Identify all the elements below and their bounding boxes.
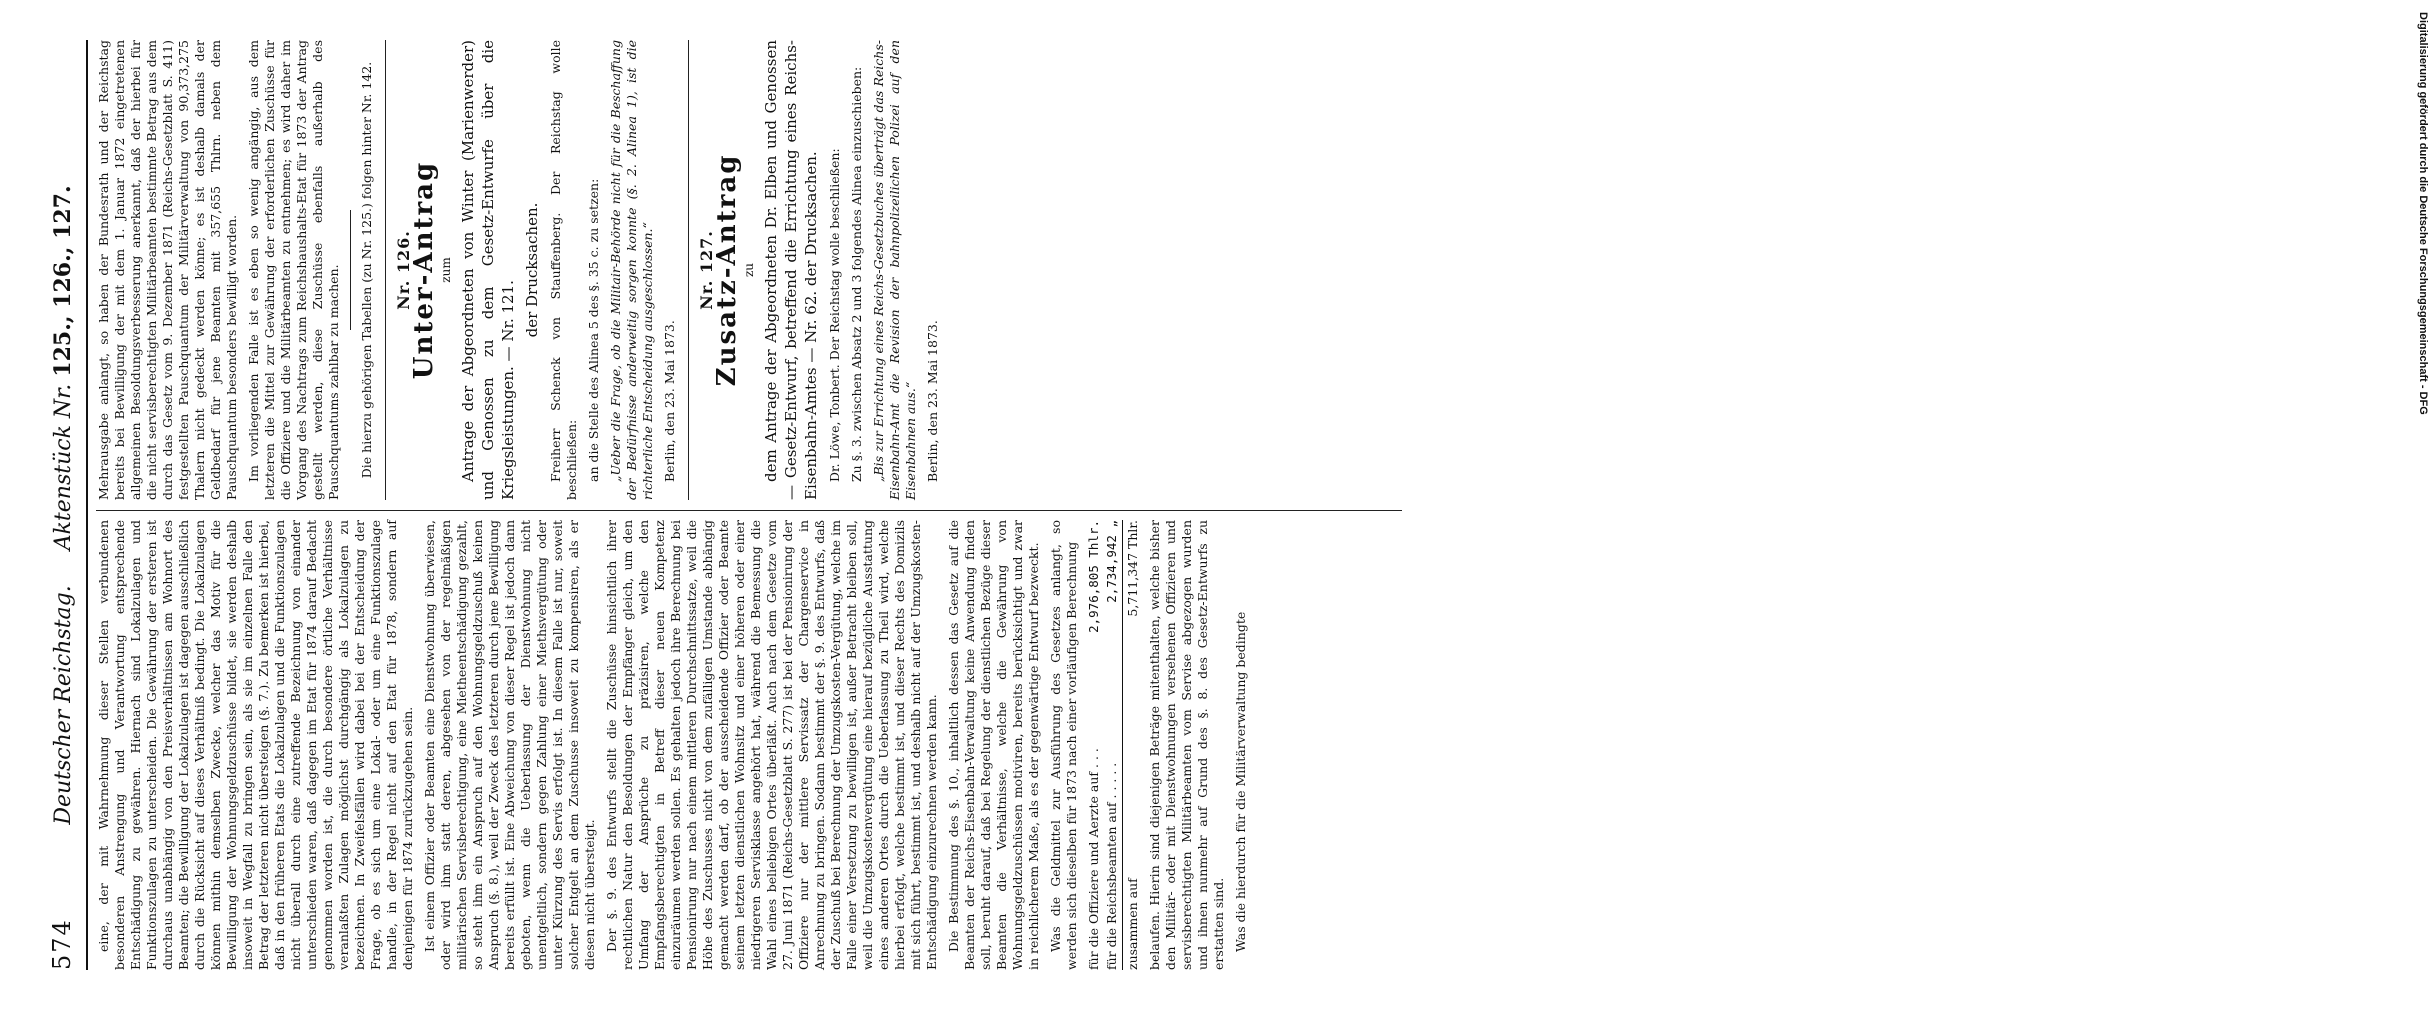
section-body-126: Antrage der Abgeordneten von Winter (Marienwerder) und Genossen zu dem Gesetz-Entwurfe über die Kriegsleistungen. — Nr. 121.	[459, 40, 517, 500]
quote-127: „Bis zur Errichtung eines Reichs-Gesetzbuches überträgt das Reichs-Eisenbahn-Amt die Revision der bahnpolizeilichen Polizei auf den Eisenbahnen aus.“	[871, 40, 918, 500]
paragraph: Was die hierdurch für die Militärverwaltung bedingte	[1233, 611, 1248, 952]
section-heading-127: Zusatz-Antrag	[712, 153, 742, 387]
paragraph: Was die Geldmittel zur Ausführung des Gesetzes anlangt, so werden sich dieselben für 1873 nach einer vorläufigen Berechnung	[1048, 520, 1079, 970]
paragraph: Der §. 9. des Entwurfs stellt die Zuschüsse hinsichtlich ihrer rechtlichen Natur den Besoldungen der Empfänger gleich, um den Umfang der Ansprüche zu präzisiren, welche den Empfangsberechtigten in Betreff dieser neuen Kompetenz einzuräumen werden sollen. Es gehalten jedoch ihre Berechnung bei Pensionirung nur nach einem mittleren Durchschnittssatze, weil die Höhe des Zuschusses nicht von dem zufälligen Umstande abhängig gemacht werden darf, ob der ausscheidende Offizier oder Beamte seinem letzten dienstlichen Wohnsitz und einer höheren oder einer niedrigeren Servisklasse angehört hat, während die Bemessung die Wahl eines beliebigen Ortes überläßt. Auch nach dem Gesetze vom 27. Juni 1871 (Reichs-Gesetzblatt S. 277) ist bei der Pensionirung der Offiziere nur der mittlere Servissatz der Chargenservice in Anrechnung zu bringen. Sodann bestimmt der §. 9. des Entwurfs, daß der Zuschuß bei Berechnung der Umzugskosten-Vergütung, welche im Falle einer Versetzung zu bewilligen ist, außer Betracht bleiben soll, weil die Umzugskostenvergütung eine hierauf bezügliche Ausstattung eines anderen Ortes durch die Ueberlassung zu Theil wird, welche hierbei erfolgt, welche bestimmt ist, und dieser Rechts des Domizils mit sich führt, bestimmt ist, und deshalb nicht auf der Umzugskosten-Entschädigung einzurechnen werden kann.	[604, 520, 939, 970]
section-number-126: Nr. 126.	[394, 230, 413, 310]
sum-total-label: zusammen auf	[1125, 878, 1140, 970]
instruction-126: an die Stelle des Alinea 5 des §. 35 c. zu setzen:	[586, 178, 601, 482]
paragraph: Ist einem Offizier oder Beamten eine Dienstwohnung überwiesen, oder wird ihm statt deren, abgesehen von der regelmäßigen militärischen Servisberechtigung, eine Mietheentschädigung gezahlt, so steht ihm ein Anspruch auf den Wohnungsgeldzuschuß keinen Anspruch (§. 8.), weil der Zweck des letzteren durch jene Bewilligung bereits erfüllt ist. Eine Abweichung von dieser Regel ist jedoch dann geboten, wenn die Ueberlassung der Dienstwohnung nicht unentgeltlich, sondern gegen Zahlung einer Miethsvergütung oder unter Kürzung des Servis erfolgt ist. In diesem Falle ist nur, soweit solcher Entgelt an dem Zuschusse insoweit zu kompensiren, als er diesen nicht übersteigt.	[422, 520, 597, 970]
dateline-126: Berlin, den 23. Mai 1873.	[662, 320, 677, 482]
paragraph: Mehrausgabe anlangt, so haben der Bundesrath und der Reichstag bereits bei Bewilligung der mit dem 1. Januar 1872 eingetretenen allgemeinen Besoldungsverbesserung anerkannt, daß der hierbei für die nicht servisberechtigten Militärbeamten bestimmte Betrag aus dem durch das Gesetz vom 9. Dezember 1871 (Reichs-Gesetzblatt S. 411) festgestellten Pauschquantum der Militärverwaltung von 90,373,275 Thalern nicht gedeckt werden könne; es ist deshalb damals der Geldbedarf für jene Beamten mit 357,655 Thlrn. neben dem Pauschquantum besonders bewilligt worden.	[96, 40, 239, 500]
mover-126: Freiherr Schenck von Stauffenberg. Der Reichstag wolle beschließen:	[548, 40, 579, 500]
tables-note: Die hierzu gehörigen Tabellen (zu Nr. 125.) folgen hinter Nr. 142.	[359, 61, 374, 479]
sum-row	[1104, 520, 1120, 970]
sum-label: für die Reichsbeamten auf . . . . .	[1104, 762, 1119, 970]
paragraph: eine, der mit Wahrnehmung dieser Stellen verbundenen besonderen Anstrengung und Verantwortung entsprechende Entschädigung zu gewähren. Hiernach sind Lokalzulagen und Funktionszulagen zu unterscheiden. Die Gewährung der ersteren ist durchaus unabhängig von den Preisverhältnissen am Wohnort des Beamten; die Bewilligung der Lokalzulagen ist dagegen ausschließlich durch die Rücksicht auf dieses Verhältniß bedingt. Die Lokalzulagen können mithin demselben Zwecke, welcher das Motiv für die Bewilligung der Wohnungsgeldzuschüsse bildet, sie werden deshalb insoweit in Wegfall zu bringen sein, als sie im einzelnen Falle den Betrag der letzteren nicht übersteigen (§. 7.). Zu bemerken ist hierbei, daß in den früheren Etats die Lokalzulagen und die Funktionszulagen nicht überall durch eine zutreffende Bezeichnung von einander unterschieden waren, daß dagegen im Etat für 1874 darauf Bedacht genommen worden ist, die durch besondere örtliche Verhältnisse veranlaßten Zulagen möglichst durchgängig als Lokalzulagen zu bezeichnen. In Zweifelsfällen wird dabei bei der Entscheidung der Frage, ob es sich um eine Lokal- oder um eine Funktionszulage handle, in der Regel nicht auf den Etat für 1878, sondern auf denjenigen für 1874 zurückzugehen sein.	[96, 520, 415, 970]
sum-total-row	[1122, 520, 1141, 970]
page-number: 574	[48, 918, 76, 970]
running-header	[48, 40, 78, 970]
section-closing-126: der Drucksachen.	[523, 202, 541, 338]
section-zu: zu	[742, 262, 756, 278]
left-column	[96, 520, 1402, 970]
sum-row	[1086, 520, 1102, 970]
section-rule	[688, 40, 689, 500]
dateline-127: Berlin, den 23. Mai 1873.	[925, 320, 940, 482]
header-middle: Aktenstück Nr.	[51, 383, 76, 551]
paragraph: Die Bestimmung des §. 10., inhaltlich dessen das Gesetz auf die Beamten der Reichs-Eisenbahn-Verwaltung keine Anwendung finden soll, beruht darauf, daß bei Regelung der dienstlichen Bezüge dieser Beamten die Verhältnisse, welche die Gewährung von Wohnungsgeldzuschüssen motiviren, bereits berücksichtigt und zwar in reichlicherem Maße, als es der gegenwärtige Entwurf bezweckt.	[946, 520, 1041, 970]
sum-total-value: 5,711,347 Thlr.	[1125, 520, 1140, 617]
section-heading-126: Unter-Antrag	[409, 160, 439, 380]
section-zum: zum	[439, 257, 453, 283]
sum-value: 2,976,805 Thlr.	[1086, 520, 1101, 633]
sum-value: 2,734,942 „	[1104, 520, 1119, 603]
digitization-credit-text: Digitalisierung gefördert durch die Deutsche Forschungsgemeinschaft - DFG	[2417, 12, 2429, 415]
paragraph: Im vorliegenden Falle ist es eben so wenig angängig, aus dem letzteren die Mittel zur Gewährung der erforderlichen Zuschüsse für die Offiziere und die Militärbeamten zu entnehmen; es wird daher im Vorgang des Nachtrags zum Reichshaushalts-Etat für 1873 der Antrag gestellt werden, diese Zuschüsse ebenfalls außerhalb des Pauschquantums zahlbar zu machen.	[246, 40, 341, 500]
section-rule	[385, 40, 386, 500]
right-column	[96, 40, 1402, 500]
header-numbers: 125., 126., 127.	[50, 185, 76, 377]
mover-127: Dr. Löwe, Tonbert. Der Reichstag wolle beschließen:	[827, 148, 842, 482]
paragraph: belaufen. Hierin sind diejenigen Beträge mitenthalten, welche bisher den Militär- oder mit Dienstwohnungen versehenen Offizieren und servisberechtigten Militärbeamten vom Servise abgezogen wurden und ihnen nunmehr auf Grund des §. 8. des Gesetz-Entwurfs zu erstatten sind.	[1147, 520, 1226, 970]
quote-126: „Ueber die Frage, ob die Militair-Behörde nicht für die Beschaffung der Bedürfnisse anderweitig sorgen konnte (§. 2. Alinea 1), ist die richterliche Entscheidung ausgeschlossen.“	[608, 40, 655, 500]
section-body-127: dem Antrage der Abgeordneten Dr. Elben und Genossen — Gesetz-Entwurf, betreffend die Errichtung eines Reichs-Eisenbahn-Amtes — Nr. 62. der Drucksachen.	[762, 40, 820, 500]
section-rule	[350, 210, 351, 330]
header-rule	[86, 40, 88, 970]
header-title	[50, 40, 76, 970]
instruction-127: Zu §. 3. zwischen Absatz 2 und 3 folgendes Alinea einzuschieben:	[849, 66, 864, 482]
column-divider	[96, 510, 1402, 511]
sum-label: für die Offiziere und Aerzte auf . . .	[1086, 748, 1101, 970]
header-left: Deutscher Reichstag.	[51, 585, 76, 825]
section-number-127: Nr. 127.	[697, 230, 716, 310]
